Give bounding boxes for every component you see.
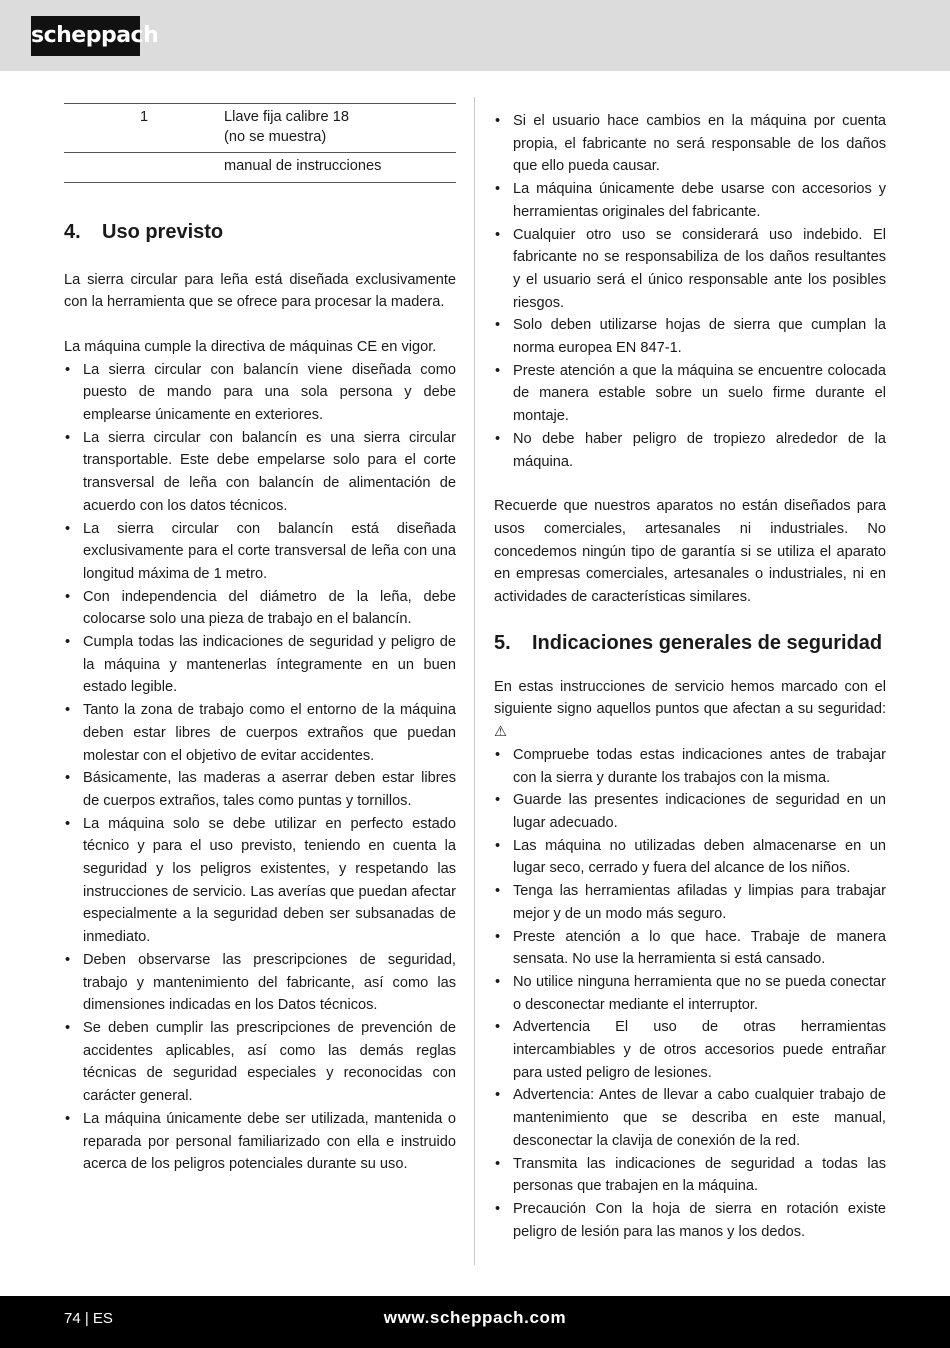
right-column bbox=[494, 110, 886, 1243]
list-item: • Advertencia El uso de otras herramientas intercambiables y de otros accesorios puede entrañar para usted peligro de lesiones. bbox=[494, 1016, 886, 1084]
bullet-list bbox=[494, 744, 886, 1243]
footer-bar bbox=[0, 1296, 950, 1348]
list-item: • Preste atención a que la máquina se encuentre colocada de manera estable sobre un suelo firme durante el montaje. bbox=[494, 360, 886, 428]
list-item: • Tanto la zona de trabajo como el entorno de la máquina deben estar libres de cuerpos extraños que puedan molestar con el objetivo de evitar accidentes. bbox=[64, 699, 456, 767]
list-item: • No debe haber peligro de tropiezo alrededor de la máquina. bbox=[494, 428, 886, 473]
list-item: • Básicamente, las maderas a aserrar deben estar libres de cuerpos extraños, tales como puntas y tornillos. bbox=[64, 767, 456, 812]
list-item: • La sierra circular con balancín es una sierra circular transportable. Este debe empelarse solo para el corte transversal de leña con balancín de alimentación de acuerdo con los datos técnicos. bbox=[64, 427, 456, 518]
website-link[interactable]: www.scheppach.com bbox=[383, 1308, 567, 1327]
list-item: • Guarde las presentes indicaciones de seguridad en un lugar adecuado. bbox=[494, 789, 886, 834]
parts-desc: manual de instrucciones bbox=[224, 153, 456, 183]
bullet-list bbox=[64, 359, 456, 1176]
parts-table bbox=[64, 103, 456, 183]
list-item: • Se deben cumplir las prescripciones de prevención de accidentes aplicables, así como las demás reglas técnicas de seguridad especiales y reconocidas con carácter general. bbox=[64, 1017, 456, 1108]
column-divider bbox=[474, 97, 475, 1265]
section-5-heading bbox=[494, 630, 886, 656]
list-item: • La máquina únicamente debe ser utilizada, mantenida o reparada por personal familiarizado con ella e instruido acerca de los peligros potenciales durante su uso. bbox=[64, 1108, 456, 1176]
parts-desc: Llave fija calibre 18 (no se muestra) bbox=[224, 104, 456, 153]
list-item: • La sierra circular con balancín viene diseñada como puesto de mando para una sola persona y debe emplearse únicamente en exteriores. bbox=[64, 359, 456, 427]
left-column bbox=[64, 95, 456, 1176]
list-item: • Las máquina no utilizadas deben almacenarse en un lugar seco, cerrado y fuera del alcance de los niños. bbox=[494, 835, 886, 880]
paragraph: La sierra circular para leña está diseñada exclusivamente con la herramienta que se ofrece para procesar la madera. bbox=[64, 271, 456, 311]
paragraph: En estas instrucciones de servicio hemos marcado con el siguiente signo aquellos puntos que afectan a su seguridad: ⚠ bbox=[494, 678, 886, 741]
page-number: 74 | ES bbox=[64, 1310, 113, 1327]
list-item: • La máquina únicamente debe usarse con accesorios y herramientas originales del fabricante. bbox=[494, 178, 886, 223]
section-number: 4. bbox=[64, 220, 81, 243]
list-item: • La sierra circular con balancín está diseñada exclusivamente para el corte transversal de leña con una longitud máxima de 1 metro. bbox=[64, 518, 456, 586]
header-bar bbox=[0, 0, 950, 71]
list-item: • Precaución Con la hoja de sierra en rotación existe peligro de lesión para las manos y los dedos. bbox=[494, 1198, 886, 1243]
section-number: 5. bbox=[494, 631, 511, 654]
paragraph: Recuerde que nuestros aparatos no están diseñados para usos comerciales, artesanales ni industriales. No concedemos ningún tipo de garantía si se utiliza el aparato en empresas comerciales, artesanales o industriales, ni en actividades de características similares. bbox=[494, 498, 886, 606]
list-item: • La máquina solo se debe utilizar en perfecto estado técnico y para el uso previsto, teniendo en cuenta la seguridad y los peligros existentes, y respetando las instrucciones de servicio. Las averías que puedan afectar especialmente a la seguridad deben ser subsanadas de inmediato. bbox=[64, 813, 456, 949]
list-item: • Cumpla todas las indicaciones de seguridad y peligro de la máquina y mantenerlas íntegramente en un buen estado legible. bbox=[64, 631, 456, 699]
table-row bbox=[64, 104, 456, 153]
bullet-list bbox=[494, 110, 886, 473]
paragraph: La máquina cumple la directiva de máquinas CE en vigor. bbox=[64, 338, 437, 355]
list-item: • Compruebe todas estas indicaciones antes de trabajar con la sierra y durante los trabajos con la misma. bbox=[494, 744, 886, 789]
list-item: • Transmita las indicaciones de seguridad a todas las personas que trabajen en la máquina. bbox=[494, 1153, 886, 1198]
brand-logo: scheppach bbox=[31, 16, 140, 56]
section-4-heading bbox=[64, 219, 456, 245]
list-item: • No utilice ninguna herramienta que no se pueda conectar o desconectar mediante el interruptor. bbox=[494, 971, 886, 1016]
list-item: • Deben observarse las prescripciones de seguridad, trabajo y mantenimiento del fabricante, así como las dimensiones indicadas en los Datos técnicos. bbox=[64, 949, 456, 1017]
list-item: • Cualquier otro uso se considerará uso indebido. El fabricante no se responsabiliza de los daños resultantes y el usuario será el único responsable ante los posibles riesgos. bbox=[494, 224, 886, 315]
list-item: • Tenga las herramientas afiladas y limpias para trabajar mejor y de un modo más seguro. bbox=[494, 880, 886, 925]
section-title: Indicaciones generales de seguridad bbox=[532, 631, 883, 654]
list-item: • Si el usuario hace cambios en la máquina por cuenta propia, el fabricante no será responsable de los daños que ello pueda causar. bbox=[494, 110, 886, 178]
list-item: • Solo deben utilizarse hojas de sierra que cumplan la norma europea EN 847-1. bbox=[494, 314, 886, 359]
list-item: • Preste atención a lo que hace. Trabaje de manera sensata. No use la herramienta si está cansado. bbox=[494, 926, 886, 971]
list-item: • Advertencia: Antes de llevar a cabo cualquier trabajo de mantenimiento que se describa en este manual, desconectar la clavija de conexión de la red. bbox=[494, 1084, 886, 1152]
parts-qty bbox=[64, 153, 224, 183]
list-item: • Con independencia del diámetro de la leña, debe colocarse solo una pieza de trabajo en el balancín. bbox=[64, 586, 456, 631]
parts-qty: 1 bbox=[64, 104, 224, 153]
table-row bbox=[64, 153, 456, 183]
section-title: Uso previsto bbox=[102, 220, 224, 243]
